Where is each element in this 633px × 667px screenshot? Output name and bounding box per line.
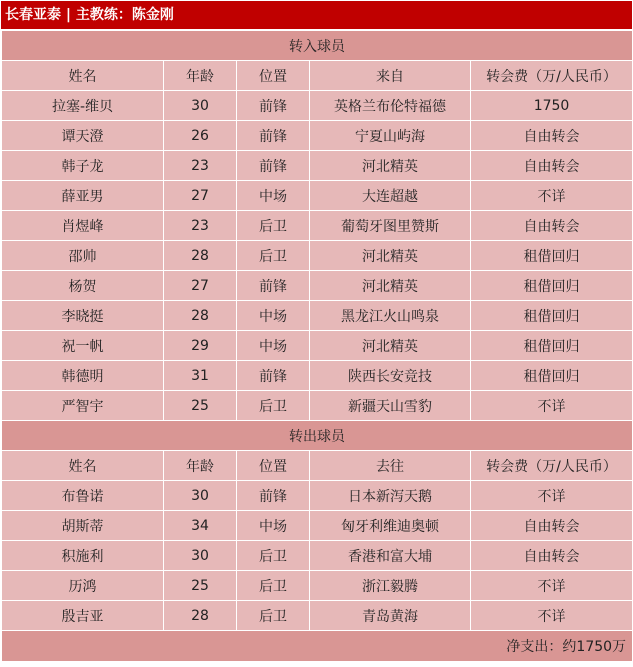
table-row xyxy=(2,541,633,571)
table-cell: 中场 xyxy=(237,301,310,331)
table-cell: 河北精英 xyxy=(310,151,471,181)
club-title: 长春亚泰 | 主教练：陈金刚 xyxy=(1,1,632,30)
transfer-sheet xyxy=(1,1,632,662)
table-cell: 租借回归 xyxy=(471,241,633,271)
table-cell: 肖煜峰 xyxy=(2,211,164,241)
net-spend: 净支出：约1750万 xyxy=(2,631,633,662)
table-cell: 26 xyxy=(164,121,237,151)
table-cell: 前锋 xyxy=(237,271,310,301)
table-row xyxy=(2,91,633,121)
header-cell: 位置 xyxy=(237,451,310,481)
table-cell: 青岛黄海 xyxy=(310,601,471,631)
table-cell: 李晓挺 xyxy=(2,301,164,331)
table-cell: 河北精英 xyxy=(310,241,471,271)
table-cell: 韩德明 xyxy=(2,361,164,391)
table-cell: 后卫 xyxy=(237,211,310,241)
table-cell: 28 xyxy=(164,601,237,631)
table-cell: 严智宇 xyxy=(2,391,164,421)
transfers-in-body xyxy=(2,31,633,421)
header-cell: 位置 xyxy=(237,61,310,91)
table-cell: 自由转会 xyxy=(471,541,633,571)
table-cell: 租借回归 xyxy=(471,361,633,391)
table-cell: 杨贺 xyxy=(2,271,164,301)
table-cell: 不详 xyxy=(471,571,633,601)
table-row xyxy=(2,601,633,631)
table-cell: 韩子龙 xyxy=(2,151,164,181)
table-cell: 香港和富大埔 xyxy=(310,541,471,571)
table-cell: 后卫 xyxy=(237,241,310,271)
table-row xyxy=(2,391,633,421)
section-label-in: 转入球员 xyxy=(2,31,633,61)
table-cell: 不详 xyxy=(471,601,633,631)
table-cell: 河北精英 xyxy=(310,331,471,361)
table-cell: 不详 xyxy=(471,391,633,421)
table-cell: 后卫 xyxy=(237,391,310,421)
table-cell: 大连超越 xyxy=(310,181,471,211)
table-cell: 后卫 xyxy=(237,601,310,631)
table-cell: 28 xyxy=(164,241,237,271)
table-row xyxy=(2,241,633,271)
section-row-out xyxy=(2,421,633,451)
table-cell: 租借回归 xyxy=(471,301,633,331)
table-cell: 自由转会 xyxy=(471,121,633,151)
table-row xyxy=(2,301,633,331)
table-row xyxy=(2,211,633,241)
header-cell: 去往 xyxy=(310,451,471,481)
table-cell: 34 xyxy=(164,511,237,541)
table-cell: 29 xyxy=(164,331,237,361)
table-cell: 邵帅 xyxy=(2,241,164,271)
table-row xyxy=(2,151,633,181)
table-cell: 30 xyxy=(164,91,237,121)
table-cell: 1750 xyxy=(471,91,633,121)
header-row-out xyxy=(2,451,633,481)
table-cell: 前锋 xyxy=(237,121,310,151)
table-row xyxy=(2,271,633,301)
table-cell: 自由转会 xyxy=(471,211,633,241)
table-row xyxy=(2,511,633,541)
section-label-out: 转出球员 xyxy=(2,421,633,451)
table-cell: 陕西长安竞技 xyxy=(310,361,471,391)
table-cell: 自由转会 xyxy=(471,151,633,181)
table-cell: 中场 xyxy=(237,511,310,541)
table-cell: 历鸿 xyxy=(2,571,164,601)
table-cell: 后卫 xyxy=(237,571,310,601)
transfers-out-body xyxy=(2,421,633,631)
table-cell: 黑龙江火山鸣泉 xyxy=(310,301,471,331)
table-row xyxy=(2,331,633,361)
table-cell: 河北精英 xyxy=(310,271,471,301)
table-row xyxy=(2,181,633,211)
table-cell: 后卫 xyxy=(237,541,310,571)
header-cell: 姓名 xyxy=(2,451,164,481)
table-cell: 布鲁诺 xyxy=(2,481,164,511)
table-cell: 祝一帆 xyxy=(2,331,164,361)
header-cell: 年龄 xyxy=(164,61,237,91)
table-cell: 30 xyxy=(164,481,237,511)
table-cell: 前锋 xyxy=(237,91,310,121)
footer-body xyxy=(2,631,633,662)
table-cell: 积施利 xyxy=(2,541,164,571)
table-row xyxy=(2,481,633,511)
table-cell: 宁夏山屿海 xyxy=(310,121,471,151)
table-cell: 27 xyxy=(164,181,237,211)
table-cell: 前锋 xyxy=(237,151,310,181)
table-cell: 30 xyxy=(164,541,237,571)
table-cell: 新疆天山雪豹 xyxy=(310,391,471,421)
table-cell: 日本新泻天鹅 xyxy=(310,481,471,511)
table-cell: 27 xyxy=(164,271,237,301)
transfer-table xyxy=(1,30,633,662)
table-cell: 前锋 xyxy=(237,361,310,391)
table-cell: 薛亚男 xyxy=(2,181,164,211)
table-cell: 中场 xyxy=(237,181,310,211)
table-row xyxy=(2,571,633,601)
table-cell: 浙江毅腾 xyxy=(310,571,471,601)
header-cell: 来自 xyxy=(310,61,471,91)
table-row xyxy=(2,121,633,151)
header-cell: 转会费（万/人民币） xyxy=(471,61,633,91)
table-cell: 中场 xyxy=(237,331,310,361)
table-cell: 28 xyxy=(164,301,237,331)
section-row-in xyxy=(2,31,633,61)
footer-row xyxy=(2,631,633,662)
table-cell: 殷吉亚 xyxy=(2,601,164,631)
table-cell: 25 xyxy=(164,571,237,601)
table-cell: 租借回归 xyxy=(471,271,633,301)
table-cell: 胡斯蒂 xyxy=(2,511,164,541)
table-cell: 租借回归 xyxy=(471,331,633,361)
table-cell: 不详 xyxy=(471,481,633,511)
table-cell: 23 xyxy=(164,151,237,181)
table-cell: 拉塞-维贝 xyxy=(2,91,164,121)
table-cell: 25 xyxy=(164,391,237,421)
table-cell: 匈牙利维迪奥顿 xyxy=(310,511,471,541)
table-cell: 23 xyxy=(164,211,237,241)
header-cell: 姓名 xyxy=(2,61,164,91)
table-cell: 自由转会 xyxy=(471,511,633,541)
table-cell: 英格兰布伦特福德 xyxy=(310,91,471,121)
header-cell: 年龄 xyxy=(164,451,237,481)
table-cell: 31 xyxy=(164,361,237,391)
table-cell: 葡萄牙图里赞斯 xyxy=(310,211,471,241)
table-cell: 前锋 xyxy=(237,481,310,511)
header-row-in xyxy=(2,61,633,91)
header-cell: 转会费（万/人民币） xyxy=(471,451,633,481)
table-row xyxy=(2,361,633,391)
table-cell: 谭天澄 xyxy=(2,121,164,151)
table-cell: 不详 xyxy=(471,181,633,211)
